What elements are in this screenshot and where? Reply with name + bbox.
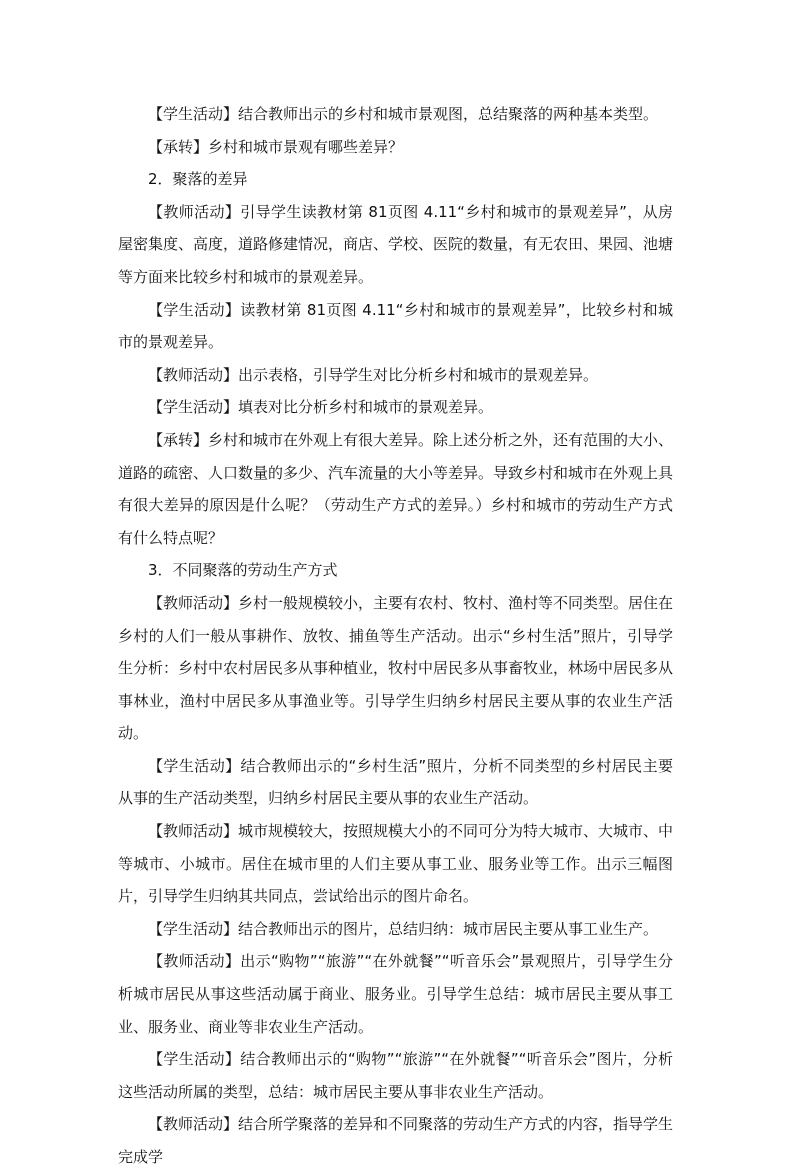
paragraph-student-activity-urban: 【学生活动】结合教师出示的图片，总结归纳：城市居民主要从事工业生产。	[148, 919, 659, 938]
section-heading-production-modes: 3．不同聚落的劳动生产方式	[148, 561, 338, 580]
paragraph-teacher-activity-table: 【教师活动】出示表格，引导学生对比分析乡村和城市的景观差异。	[148, 365, 599, 384]
paragraph-teacher-activity-urban: 【教师活动】城市规模较大，按照规模大小的不同可分为特大城市、大城市、中等城市、小城市。居住在城市里的人们主要从事工业、服务业等工作。出示三幅图片，引导学生归纳其共同点，尝试给出示的图片命名。	[118, 822, 674, 906]
paragraph-transition-differences: 【承转】乡村和城市景观有哪些差异？	[148, 137, 404, 156]
paragraph-student-activity-types: 【学生活动】结合教师出示的乡村和城市景观图，总结聚落的两种基本类型。	[148, 105, 659, 123]
paragraph-student-activity-rural: 【学生活动】结合教师出示的“乡村生活”照片，分析不同类型的乡村居民主要从事的生产活动类型，归纳乡村居民主要从事的农业生产活动。	[118, 756, 673, 808]
section-heading-settlement-differences: 2．聚落的差异	[148, 170, 248, 189]
document-body	[118, 98, 673, 1174]
paragraph-teacher-activity-summary: 【教师活动】结合所学聚落的差异和不同聚落的劳动生产方式的内容，指导学生完成学	[118, 1115, 674, 1166]
paragraph-teacher-activity-services: 【教师活动】出示“购物”“旅游”“在外就餐”“听音乐会”景观照片，引导学生分析城市居民从事这些活动属于商业、服务业。引导学生总结：城市居民主要从事工业、服务业、商业等非农业生产活动。	[118, 952, 673, 1036]
paragraph-teacher-activity-textbook: 【教师活动】引导学生读教材第 81页图 4.11“乡村和城市的景观差异”，从房屋密集度、高度，道路修建情况，商店、学校、医院的数量，有无农田、果园、池塘等方面来比较乡村和城市的景观差异。	[118, 202, 674, 286]
paragraph-transition-production: 【承转】乡村和城市在外观上有很大差异。除上述分析之外，还有范围的大小、道路的疏密、人口数量的多少、汽车流量的大小等差异。导致乡村和城市在外观上具有很大差异的原因是什么呢？（劳动生产方式的差异。）乡村和城市的劳动生产方式有什么特点呢？	[118, 430, 674, 547]
paragraph-teacher-activity-rural: 【教师活动】乡村一般规模较小，主要有农村、牧村、渔村等不同类型。居住在乡村的人们一般从事耕作、放牧、捕鱼等生产活动。出示“乡村生活”照片，引导学生分析：乡村中农村居民多从事种植业，牧村中居民多从事畜牧业，林场中居民多从事林业，渔村中居民多从事渔业等。引导学生归纳乡村居民主要从事的农业生产活动。	[118, 593, 674, 743]
paragraph-student-activity-textbook: 【学生活动】读教材第 81页图 4.11“乡村和城市的景观差异”，比较乡村和城市的景观差异。	[118, 300, 673, 352]
paragraph-student-activity-table: 【学生活动】填表对比分析乡村和城市的景观差异。	[148, 398, 494, 417]
paragraph-student-activity-services: 【学生活动】结合教师出示的“购物”“旅游”“在外就餐”“听音乐会”图片，分析这些活动所属的类型，总结：城市居民主要从事非农业生产活动。	[118, 1050, 673, 1101]
